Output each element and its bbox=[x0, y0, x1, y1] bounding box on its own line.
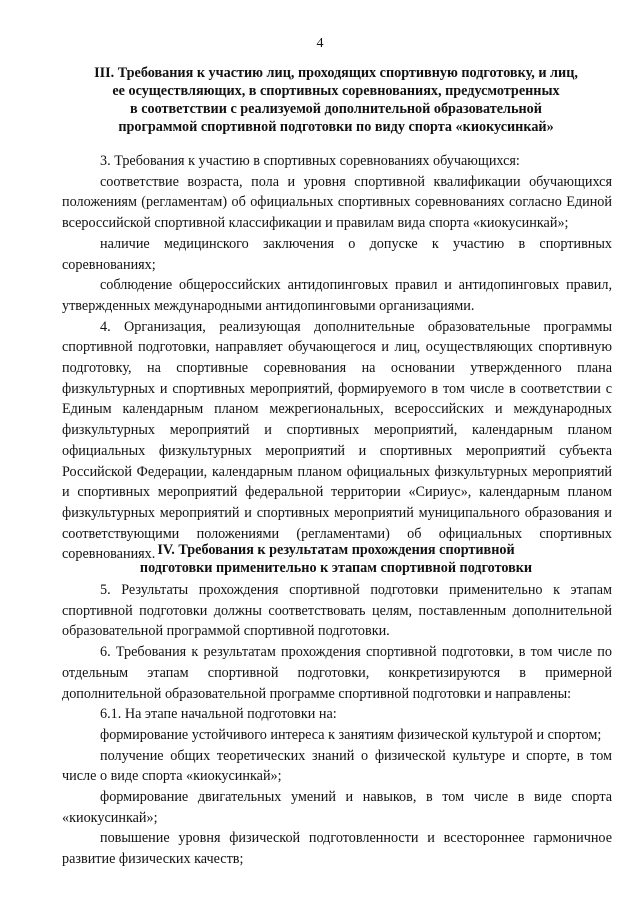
paragraph-3-age-requirement: соответствие возраста, пола и уровня спортивной квалификации обучающихся положениям (регламентам) об официальных спортивных соревнованиях согласно Единой всероссийской спортивной классификации и правилам вида спорта «киокусинкай»; bbox=[62, 173, 612, 232]
paragraph-3-antidoping-requirement: соблюдение общероссийских антидопинговых правил и антидопинговых правил, утвержденных международными антидопинговыми организациями. bbox=[62, 277, 612, 314]
list-item-physical-fitness: повышение уровня физической подготовленности и всестороннее гармоничное развитие физических качеств; bbox=[62, 830, 612, 868]
section-4-heading-line: подготовки применительно к этапам спортивной подготовки bbox=[139, 560, 533, 576]
paragraph-5-results: 5. Результаты прохождения спортивной подготовки применительно к этапам спортивной подготовки должны соответствовать целям, поставленным дополнительной образовательной программой спортивной подготовки. bbox=[62, 582, 612, 640]
paragraph-6-1-initial-stage: 6.1. На этапе начальной подготовки на: bbox=[100, 706, 337, 723]
paragraph-3-intro: 3. Требования к участию в спортивных соревнованиях обучающихся: bbox=[100, 153, 520, 169]
paragraph-4-organization: 4. Организация, реализующая дополнительные образовательные программы спортивной подготовки, направляет обучающегося и лиц, осуществляющих спортивную подготовку, на спортивные соревнования на основании утвержденного плана физкультурных и спортивных мероприятий, формируемого в том числе в соответствии с Единым календарным планом межрегиональных, всероссийских и международных физкультурных мероприятий и спортивных мероприятий, календарным планом официальных физкультурных мероприятий и спортивных мероприятий субъекта Российской Федерации, календарным планом официальных физкультурных мероприятий и спортивных мероприятий федеральной территории «Сириус», календарным планом физкультурных мероприятий и спортивных мероприятий муниципального образования и соответствующими положениями (регламентами) об официальных спортивных соревнованиях. bbox=[62, 318, 612, 563]
page-number: 4 bbox=[316, 36, 324, 51]
section-4-heading bbox=[60, 541, 612, 577]
paragraph-3-medical-requirement: наличие медицинского заключения о допуске к участию в спортивных соревнованиях; bbox=[62, 235, 612, 273]
section-3-heading-line: в соответствии с реализуемой дополнительной образовательной bbox=[130, 101, 542, 117]
section-3-heading bbox=[60, 64, 612, 136]
list-item-theory-knowledge: получение общих теоретических знаний о физической культуре и спорте, в том числе о виде спорта «киокусинкай»; bbox=[62, 747, 612, 785]
section-3-heading-line: III. Требования к участию лиц, проходящих спортивную подготовку, и лиц, bbox=[94, 65, 578, 81]
section-4-heading-line: IV. Требования к результатам прохождения спортивной bbox=[157, 542, 515, 558]
list-item-motor-skills: формирование двигательных умений и навыков, в том числе в виде спорта «киокусинкай»; bbox=[62, 789, 612, 826]
section-3-body bbox=[62, 151, 612, 565]
section-3-heading-line: программой спортивной подготовки по виду спорта «киокусинкай» bbox=[118, 119, 554, 135]
paragraph-6-requirements: 6. Требования к результатам прохождения спортивной подготовки, в том числе по отдельным этапам спортивной подготовки, конкретизируются в примерной дополнительной образовательной программе спортивной подготовки и направлены: bbox=[62, 644, 612, 702]
section-3-heading-line: ее осуществляющих, в спортивных соревнованиях, предусмотренных bbox=[112, 83, 560, 99]
list-item-interest: формирование устойчивого интереса к занятиям физической культурой и спортом; bbox=[100, 726, 602, 743]
section-4-body bbox=[62, 580, 612, 870]
